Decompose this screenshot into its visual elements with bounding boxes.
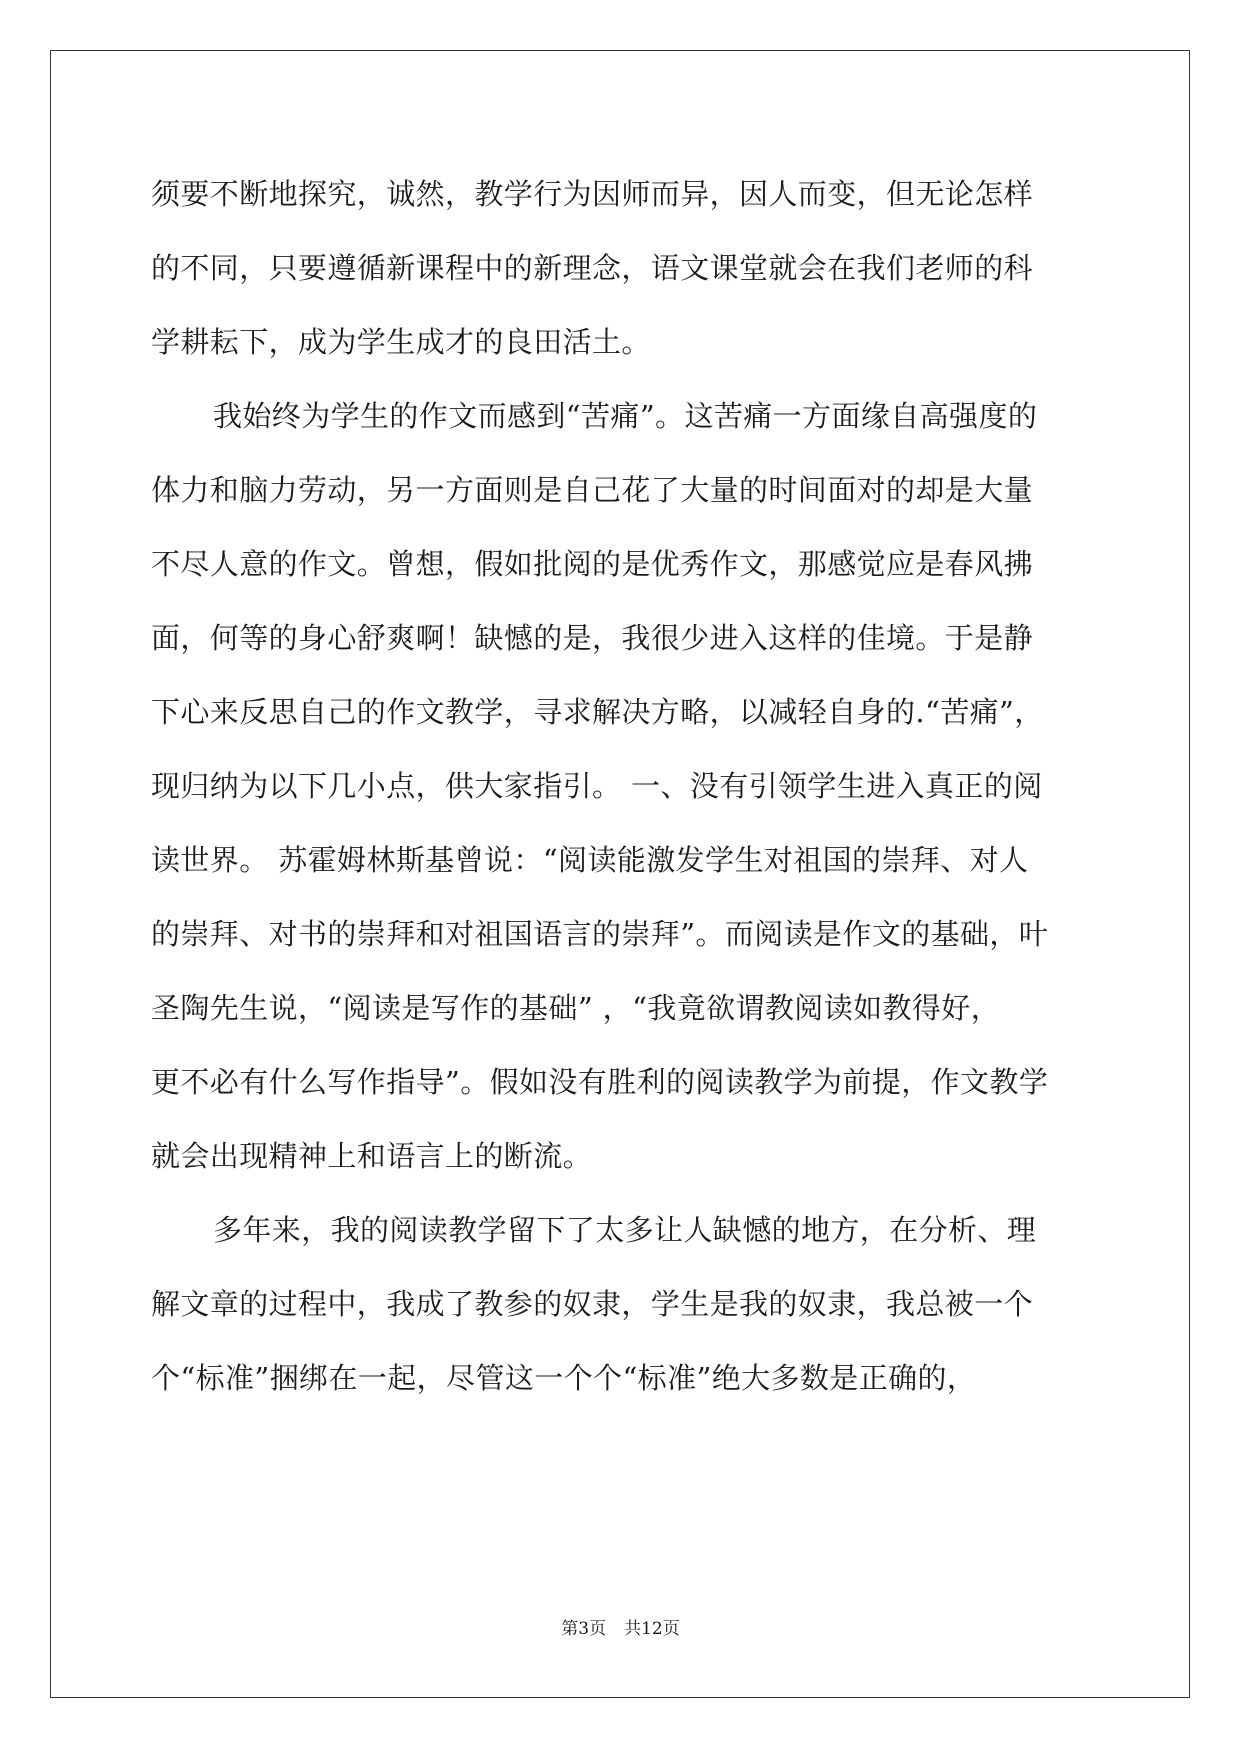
text-line: 的崇拜、对书的崇拜和对祖国语言的崇拜”。而阅读是作文的基础，叶	[151, 917, 1049, 951]
text-line: 就会出现精神上和语言上的断流。	[151, 1139, 593, 1173]
text-line: 下心来反思自己的作文教学，寻求解决方略，以减轻自身的.“苦痛”，	[151, 695, 1044, 729]
text-line: 现归纳为以下几小点，供大家指引。 一、没有引领学生进入真正的阅	[151, 769, 1043, 803]
text-line: 的不同，只要遵循新课程中的新理念，语文课堂就会在我们老师的科	[151, 251, 1034, 285]
text-line: 读世界。 苏霍姆林斯基曾说：“阅读能激发学生对祖国的崇拜、对人	[151, 843, 1029, 877]
text-line: 我始终为学生的作文而感到“苦痛”。这苦痛一方面缘自高强度的	[213, 399, 1038, 433]
text-line: 更不必有什么写作指导”。假如没有胜利的阅读教学为前提，作文教学	[151, 1065, 1049, 1099]
text-line: 学耕耘下，成为学生成才的良田活土。	[151, 325, 651, 359]
text-line: 多年来，我的阅读教学留下了太多让人缺憾的地方，在分析、理	[213, 1213, 1037, 1247]
document-body	[151, 157, 1091, 1415]
text-line: 体力和脑力劳动，另一方面则是自己花了大量的时间面对的却是大量	[151, 473, 1034, 507]
text-line: 解文章的过程中，我成了教参的奴隶，学生是我的奴隶，我总被一个	[151, 1287, 1034, 1321]
page-footer	[0, 1614, 1241, 1639]
page-number: 第3页	[561, 1619, 607, 1639]
text-line: 个“标准”捆绑在一起，尽管这一个个“标准”绝大多数是正确的，	[151, 1361, 977, 1395]
text-line: 须要不断地探究，诚然，教学行为因师而异，因人而变，但无论怎样	[151, 177, 1034, 211]
text-line: 面，何等的身心舒爽啊！缺憾的是，我很少进入这样的佳境。于是静	[151, 621, 1034, 655]
page-total: 共12页	[624, 1619, 680, 1639]
text-line: 不尽人意的作文。曾想，假如批阅的是优秀作文，那感觉应是春风拂	[151, 547, 1034, 581]
text-line: 圣陶先生说，“阅读是写作的基础” ，“我竟欲谓教阅读如教得好，	[151, 991, 1001, 1025]
